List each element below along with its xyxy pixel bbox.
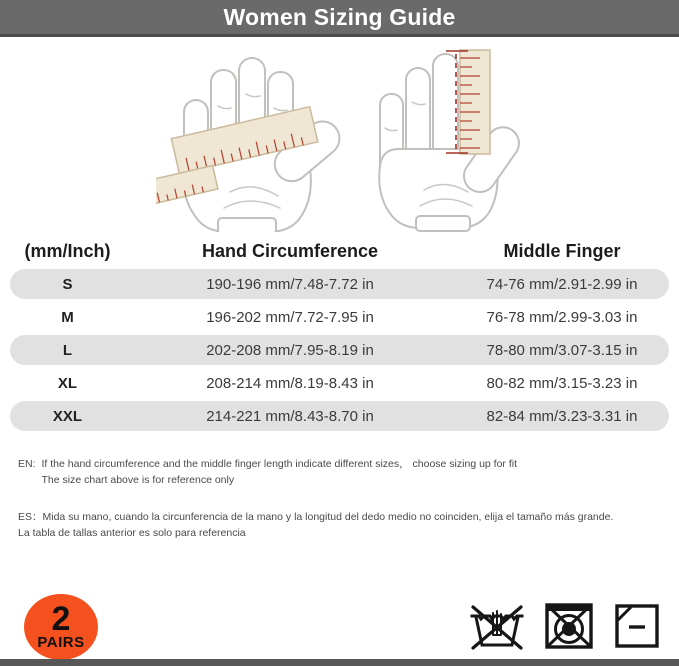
hand-circumference-value: 190-196 mm/7.48-7.72 in xyxy=(206,275,374,293)
size-label: XL xyxy=(57,374,78,392)
page-title: Women Sizing Guide xyxy=(223,3,456,30)
size-label: S xyxy=(62,275,73,293)
note-en-line2: The size chart above is for reference only xyxy=(41,474,235,486)
do-not-wash-icon xyxy=(468,601,526,651)
col-header-hand: Hand Circumference xyxy=(201,240,379,261)
table-row xyxy=(10,401,669,431)
header-bar xyxy=(0,0,679,37)
col-header-unit: (mm/Inch) xyxy=(24,240,111,261)
pairs-count: 2 xyxy=(51,599,71,638)
middle-finger-illustration xyxy=(372,42,542,232)
table-header-row xyxy=(10,236,669,266)
pairs-count-badge xyxy=(24,594,98,660)
table-row xyxy=(10,269,669,299)
size-label: L xyxy=(62,341,73,359)
table-row xyxy=(10,368,669,398)
size-label: XXL xyxy=(52,407,83,425)
middle-finger-value: 76-78 mm/2.99-3.03 in xyxy=(486,308,638,326)
note-english xyxy=(18,456,517,488)
note-spanish xyxy=(18,509,613,541)
note-en-label: EN: xyxy=(18,458,36,470)
dry-flat-in-shade-icon xyxy=(612,601,662,651)
note-en-line1: If the hand circumference and the middle finger length indicate different sizes， choose sizing up for fit xyxy=(41,458,518,470)
middle-finger-value: 74-76 mm/2.91-2.99 in xyxy=(486,275,638,293)
size-label: M xyxy=(61,308,74,326)
table-row xyxy=(10,302,669,332)
do-not-tumble-dry-icon xyxy=(543,601,595,651)
size-table xyxy=(10,236,669,431)
middle-finger-value: 82-84 mm/3.23-3.31 in xyxy=(486,407,638,425)
hand-circumference-illustration xyxy=(156,42,356,232)
table-row xyxy=(10,335,669,365)
note-es-line2: La tabla de tallas anterior es solo para referencia xyxy=(18,527,246,539)
hand-circumference-value: 196-202 mm/7.72-7.95 in xyxy=(206,308,374,326)
note-es-label: ES： xyxy=(18,511,43,523)
middle-finger-value: 78-80 mm/3.07-3.15 in xyxy=(486,341,638,359)
footer-bar xyxy=(0,659,679,666)
hand-circumference-value: 202-208 mm/7.95-8.19 in xyxy=(206,341,374,359)
care-symbols xyxy=(468,601,662,651)
illustrations xyxy=(0,40,679,235)
middle-finger-value: 80-82 mm/3.15-3.23 in xyxy=(486,374,638,392)
hand-circumference-value: 208-214 mm/8.19-8.43 in xyxy=(206,374,374,392)
note-es-line1: Mida su mano, cuando la circunferencia de la mano y la longitud del dedo medio no coinciden, elija el tamaño más grande. xyxy=(42,511,614,523)
hand-circumference-value: 214-221 mm/8.43-8.70 in xyxy=(206,407,374,425)
col-header-finger: Middle Finger xyxy=(503,240,621,261)
pairs-label: PAIRS xyxy=(37,633,85,651)
